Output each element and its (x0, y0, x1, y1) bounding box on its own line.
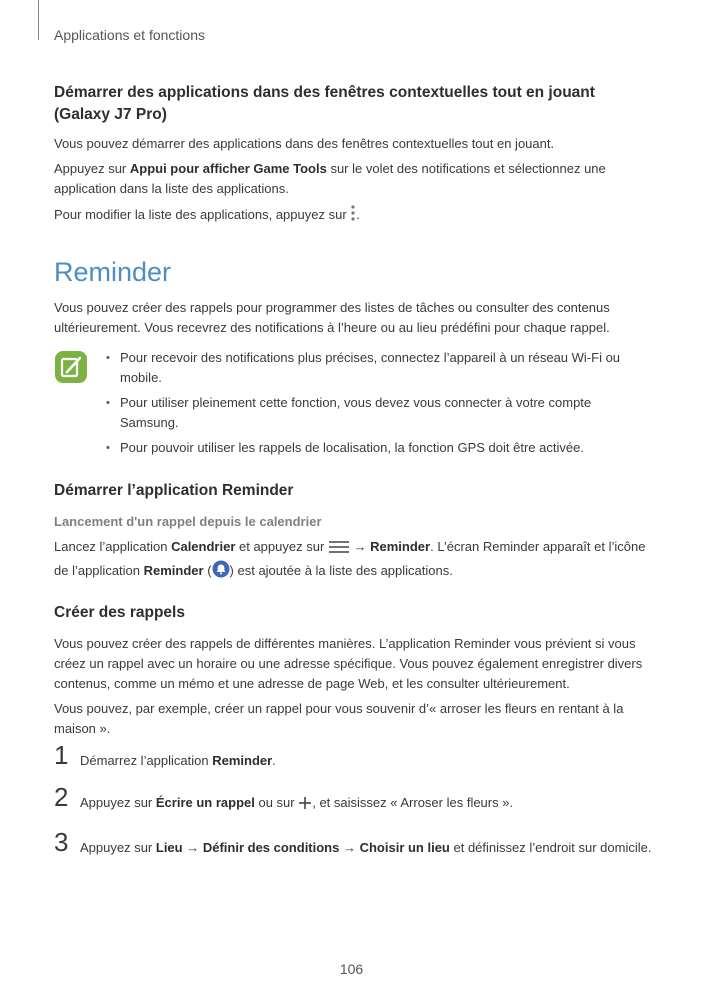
game-paragraph-2: Appuyez sur Appui pour afficher Game Tools sur le volet des notifications et sélectionnez une application dans la liste des applications. (54, 161, 606, 196)
game-section-title: Démarrer des applications dans des fenêtres contextuelles tout en jouant (Galaxy J7 Pro) (54, 84, 595, 123)
note-box (54, 348, 652, 458)
step-3: 3 Appuyez sur Lieu → Définir des conditions → Choisir un lieu et définissez l’endroit sur domicile. (54, 827, 652, 857)
create-paragraph-2: Vous pouvez, par exemple, créer un rappel pour vous souvenir d’« arroser les fleurs en rentant à la maison ». (54, 701, 624, 736)
note-item: • Pour recevoir des notifications plus précises, connectez l’appareil à un réseau Wi-Fi ou mobile. (104, 348, 652, 388)
reminder-intro: Vous pouvez créer des rappels pour programmer des listes de tâches ou consulter des contenus ultérieurement. Vous recevrez des notifications à l’heure ou au lieu prédéfini pour chaque rappel. (54, 300, 610, 335)
plus-icon (298, 796, 312, 816)
create-paragraph-1: Vous pouvez créer des rappels de différentes manières. L’application Reminder vous prévient si vous créez un rappel avec un horaire ou une adresse spécifique. Vous pouvez également enregistrer divers contenus, comme un mémo et une adresse de page Web, et les consulter ultérieurement. (54, 636, 643, 691)
page-corner-mark (38, 0, 39, 40)
calendar-launch-title: Lancement d'un rappel depuis le calendrier (54, 514, 322, 529)
step-2: 2 Appuyez sur Écrire un rappel ou sur , et saisissez « Arroser les fleurs ». (54, 793, 652, 816)
game-paragraph-3: Pour modifier la liste des applications, appuyez sur . (54, 204, 652, 228)
step-number: 1 (54, 740, 69, 770)
start-reminder-title: Démarrer l’application Reminder (54, 482, 294, 499)
create-reminders-title: Créer des rappels (54, 604, 185, 621)
page-number: 106 (339, 961, 364, 977)
reminder-title: Reminder (54, 257, 172, 287)
page-content (54, 82, 652, 874)
reminder-app-icon (212, 560, 230, 584)
menu-icon (328, 540, 350, 560)
steps-list (54, 740, 652, 858)
calendar-paragraph: Lancez l’application Calendrier et appuyez sur → Reminder. L’écran Reminder apparaît et l’icône de l’application Reminder ( ) est ajoutée à la liste des applications. (54, 537, 652, 584)
step-number: 3 (54, 827, 69, 857)
note-list (104, 348, 652, 458)
page-header: Applications et fonctions (54, 27, 205, 43)
note-pencil-icon (54, 350, 88, 384)
step-1: 1 Démarrez l’application Reminder. (54, 740, 276, 770)
note-item: • Pour utiliser pleinement cette fonction, vous devez vous connecter à votre compte Samsung. (104, 393, 652, 433)
step-number: 2 (54, 782, 69, 812)
note-item: • Pour pouvoir utiliser les rappels de localisation, la fonction GPS doit être activée. (104, 438, 652, 458)
game-paragraph-1: Vous pouvez démarrer des applications dans des fenêtres contextuelles tout en jouant. (54, 136, 555, 151)
